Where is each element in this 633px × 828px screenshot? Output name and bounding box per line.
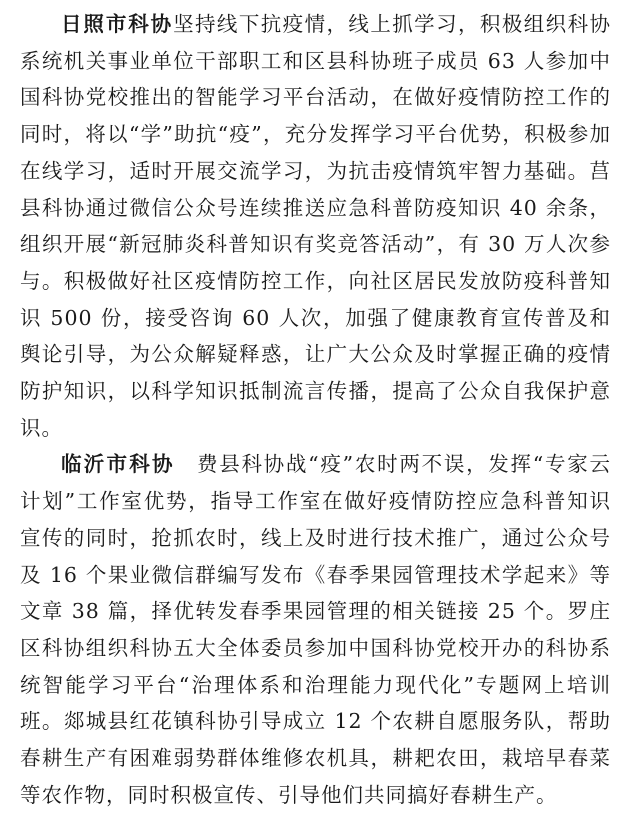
paragraph-text-linyi: 费县科协战“疫”农时两不误，发挥“专家云计划”工作室优势，指导工作室在做好疫情防控应急科普知识宣传的同时，抢抓农时，线上及时进行技术推广，通过公众号及 16 个果业微信群编写发布《春季果园管理技术学起来》等文章 38 篇，择优转发春季果园管理的相关链接 25 个。罗庄区科协组织科协五大全体委员参加中国科协党校开办的科协系统智能学习平台“治理体系和治理能力现代化”专题网上培训班。郯城县红花镇科协引导成立 12 个农耕自愿服务队，帮助春耕生产有困难弱势群体维修农机具，耕耙农田，栽培早春菜等农作物，同时积极宣传、引导他们共同搞好春耕生产。 xyxy=(20,452,611,807)
paragraph-lead-linyi: 临沂市科协 xyxy=(61,452,175,477)
paragraph-lead-rizhao: 日照市科协 xyxy=(61,12,174,36)
paragraph-rizhao xyxy=(20,6,611,446)
paragraph-linyi xyxy=(20,446,611,813)
paragraph-text-rizhao: 坚持线下抗疫情，线上抓学习，积极组织科协系统机关事业单位干部职工和区县科协班子成员 63 人参加中国科协党校推出的智能学习平台活动，在做好疫情防控工作的同时，将以“学”助抗“疫”，充分发挥学习平台优势，积极参加在线学习，适时开展交流学习，为抗击疫情筑牢智力基础。莒县科协通过微信公众号连续推送应急科普防疫知识 40 余条，组织开展“新冠肺炎科普知识有奖竞答活动”，有 30 万人次参与。积极做好社区疫情防控工作，向社区居民发放防疫科普知识 500 份，接受咨询 60 人次，加强了健康教育宣传普及和舆论引导，为公众解疑释惑，让广大公众及时掌握正确的疫情防护知识，以科学知识抵制流言传播，提高了公众自我保护意识。 xyxy=(20,12,612,440)
